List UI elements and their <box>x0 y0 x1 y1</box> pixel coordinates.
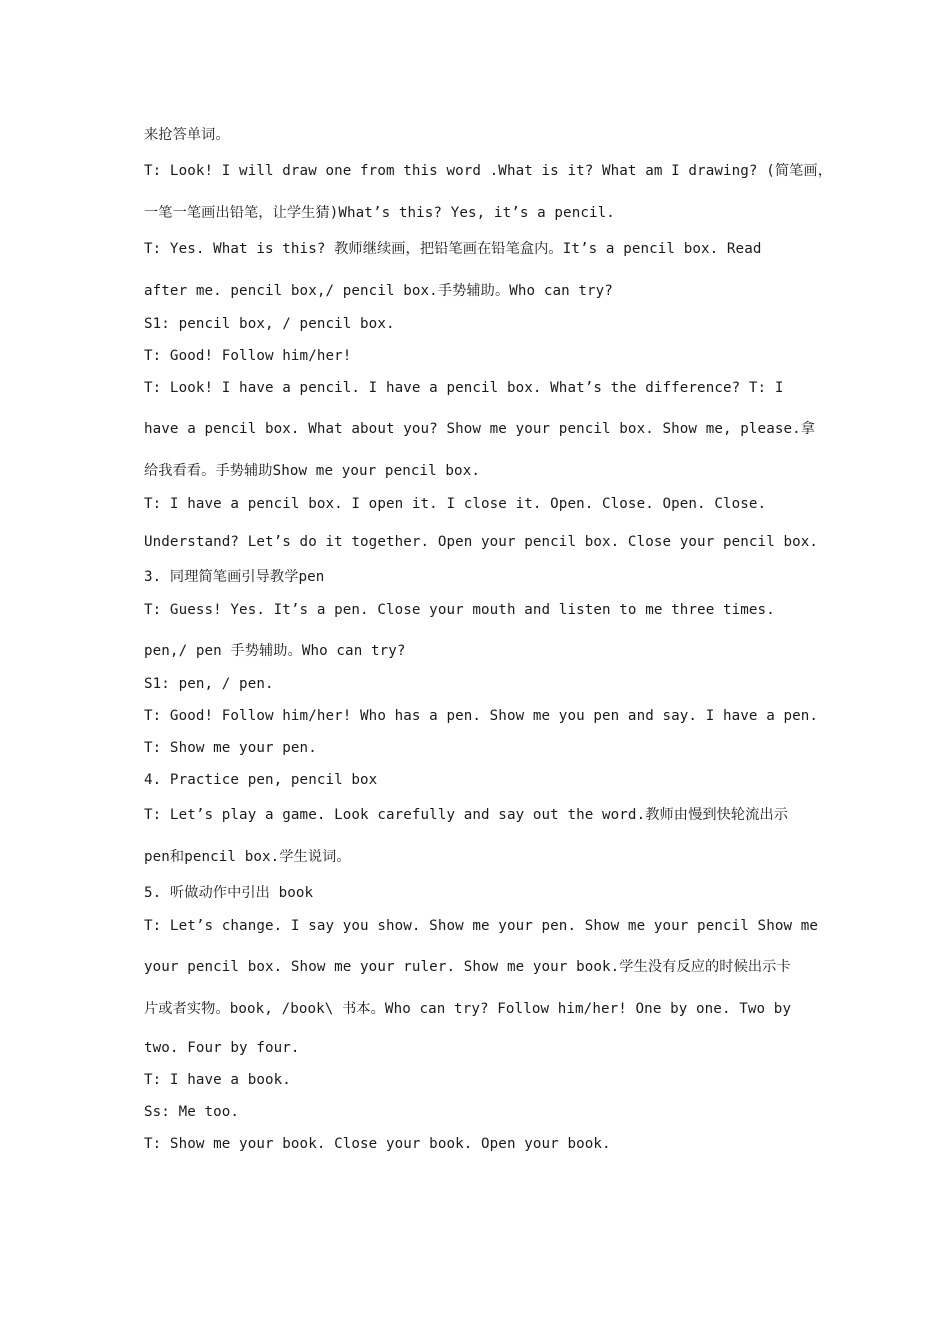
text-line: T: Good! Follow him/her! <box>144 348 352 364</box>
text-line: S1: pencil box, / pencil box. <box>144 316 395 332</box>
section-heading: 5. 听做动作中引出 book <box>144 885 314 901</box>
text-line: pen和pencil box.学生说词。 <box>144 849 351 865</box>
text-line: Understand? Let’s do it together. Open your pencil box. Close your pencil box. <box>144 534 819 550</box>
text-line: 给我看看。手势辅助Show me your pencil box. <box>144 463 480 479</box>
text-line: Ss: Me too. <box>144 1104 240 1120</box>
text-line: S1: pen, / pen. <box>144 676 274 692</box>
text-line: T: Let’s change. I say you show. Show me your pen. Show me your pencil Show me <box>144 918 819 934</box>
text-line: T: Look! I will draw one from this word .What is it? What am I drawing? (简笔画， <box>144 163 832 179</box>
text-line: T: Show me your pen. <box>144 740 317 756</box>
text-line: after me. pencil box,/ pencil box.手势辅助。Who can try? <box>144 283 613 299</box>
text-line: T: I have a pencil box. I open it. I close it. Open. Close. Open. Close. <box>144 496 767 512</box>
text-line: T: Yes. What is this? 教师继续画，把铅笔画在铅笔盒内。It’s a pencil box. Read <box>144 241 762 257</box>
text-line: T: Guess! Yes. It’s a pen. Close your mouth and listen to me three times. <box>144 602 775 618</box>
text-line: your pencil box. Show me your ruler. Show me your book.学生没有反应的时候出示卡 <box>144 959 791 975</box>
text-line: two. Four by four. <box>144 1040 300 1056</box>
section-heading: 3. 同理简笔画引导教学pen <box>144 569 325 585</box>
text-line: T: Good! Follow him/her! Who has a pen. Show me you pen and say. I have a pen. <box>144 708 819 724</box>
text-line: pen,/ pen 手势辅助。Who can try? <box>144 643 406 659</box>
text-line: T: Let’s play a game. Look carefully and say out the word.教师由慢到快轮流出示 <box>144 807 789 823</box>
lesson-text <box>144 124 832 1152</box>
text-line: have a pencil box. What about you? Show me your pencil box. Show me, please.拿 <box>144 421 816 437</box>
text-line: T: Look! I have a pencil. I have a pencil box. What’s the difference? T: I <box>144 380 784 396</box>
text-line: T: Show me your book. Close your book. Open your book. <box>144 1136 611 1152</box>
text-line: 片或者实物。book, /book\ 书本。Who can try? Follow him/her! One by one. Two by <box>144 1001 792 1017</box>
text-line: 来抢答单词。 <box>144 127 230 143</box>
section-heading: 4. Practice pen, pencil box <box>144 772 378 788</box>
text-line: T: I have a book. <box>144 1072 291 1088</box>
text-line: 一笔一笔画出铅笔，让学生猜)What’s this? Yes, it’s a pencil. <box>144 205 615 221</box>
